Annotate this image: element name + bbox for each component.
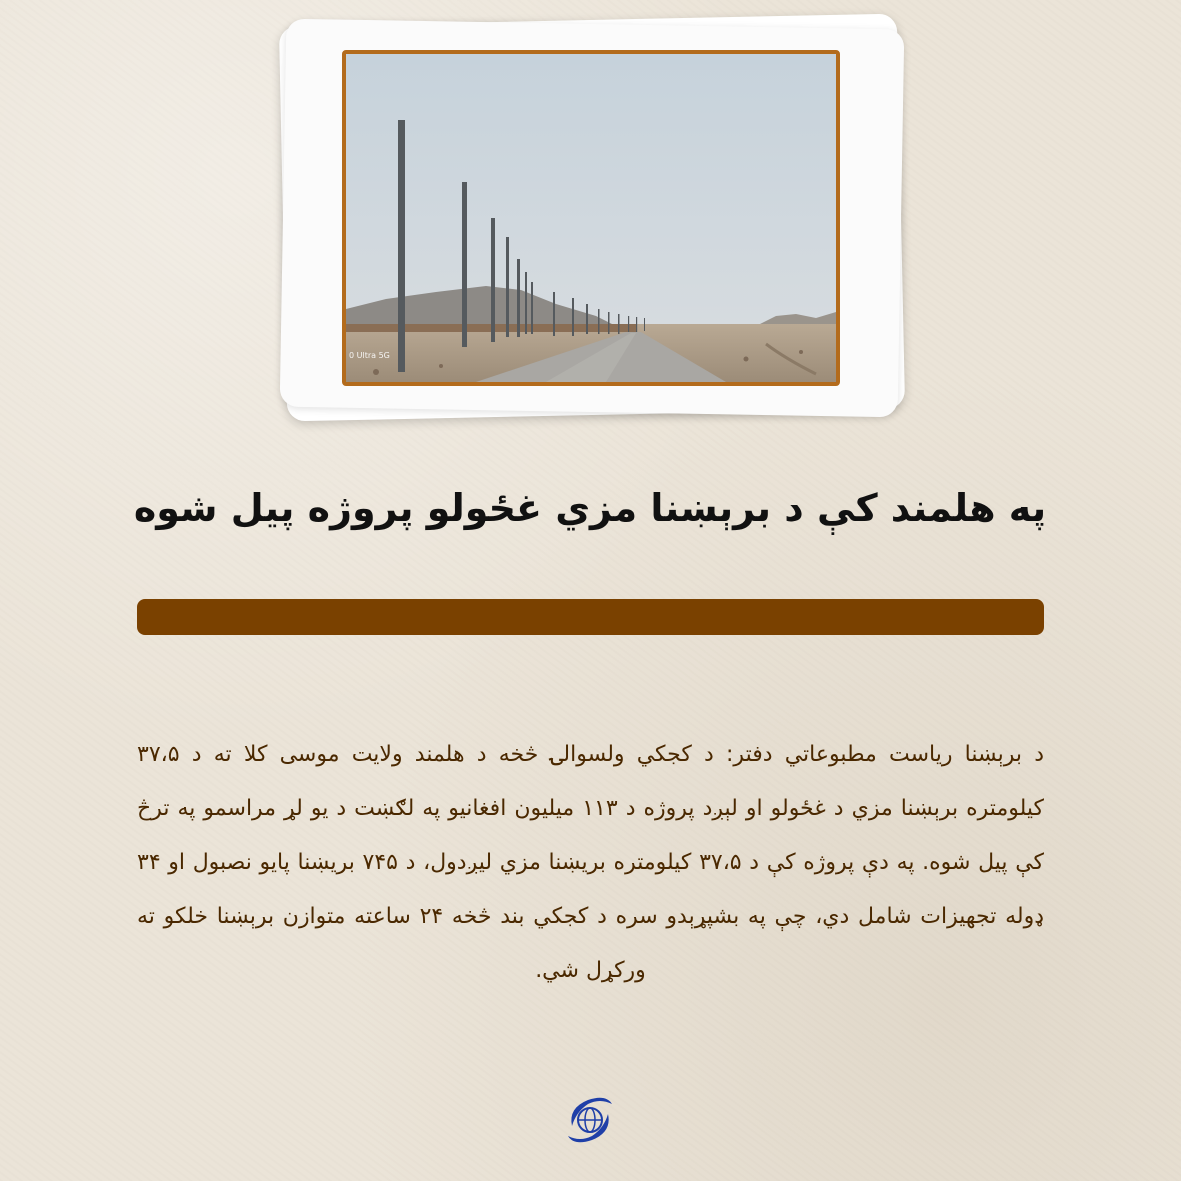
globe-swirl-logo-icon — [560, 1090, 620, 1150]
camera-watermark: 0 Ultra 5G — [349, 351, 390, 360]
divider-bar — [137, 599, 1044, 635]
headline: په هلمند کې د برېښنا مزي غځولو پروژه پيل شوه — [133, 486, 1047, 530]
power-poles-landscape-image — [346, 54, 836, 382]
news-photo — [342, 50, 840, 386]
article-body: د برېښنا رياست مطبوعاتي دفتر: د کجکي ولسوالۍ څخه د هلمند ولايت موسی کلا ته د ۳۷،۵ کيلومتره برېښنا مزي د غځولو او لېږد پروژه د ۱۱۳ ميليون افغانيو په لګښت د يو لړ مراسمو په ترڅ کې پيل شوه. په دې پروژه کې د ۳۷،۵ کيلومتره بريښنا مزي ليږدول، د ۷۴۵ بريښنا پايو نصبول او ۳۴ ډوله تجهيزات شامل دي، چې په بشپړېدو سره د کجکي بند څخه ۲۴ ساعته متوازن برېښنا خلکو ته ورکړل شي. — [137, 742, 1045, 983]
